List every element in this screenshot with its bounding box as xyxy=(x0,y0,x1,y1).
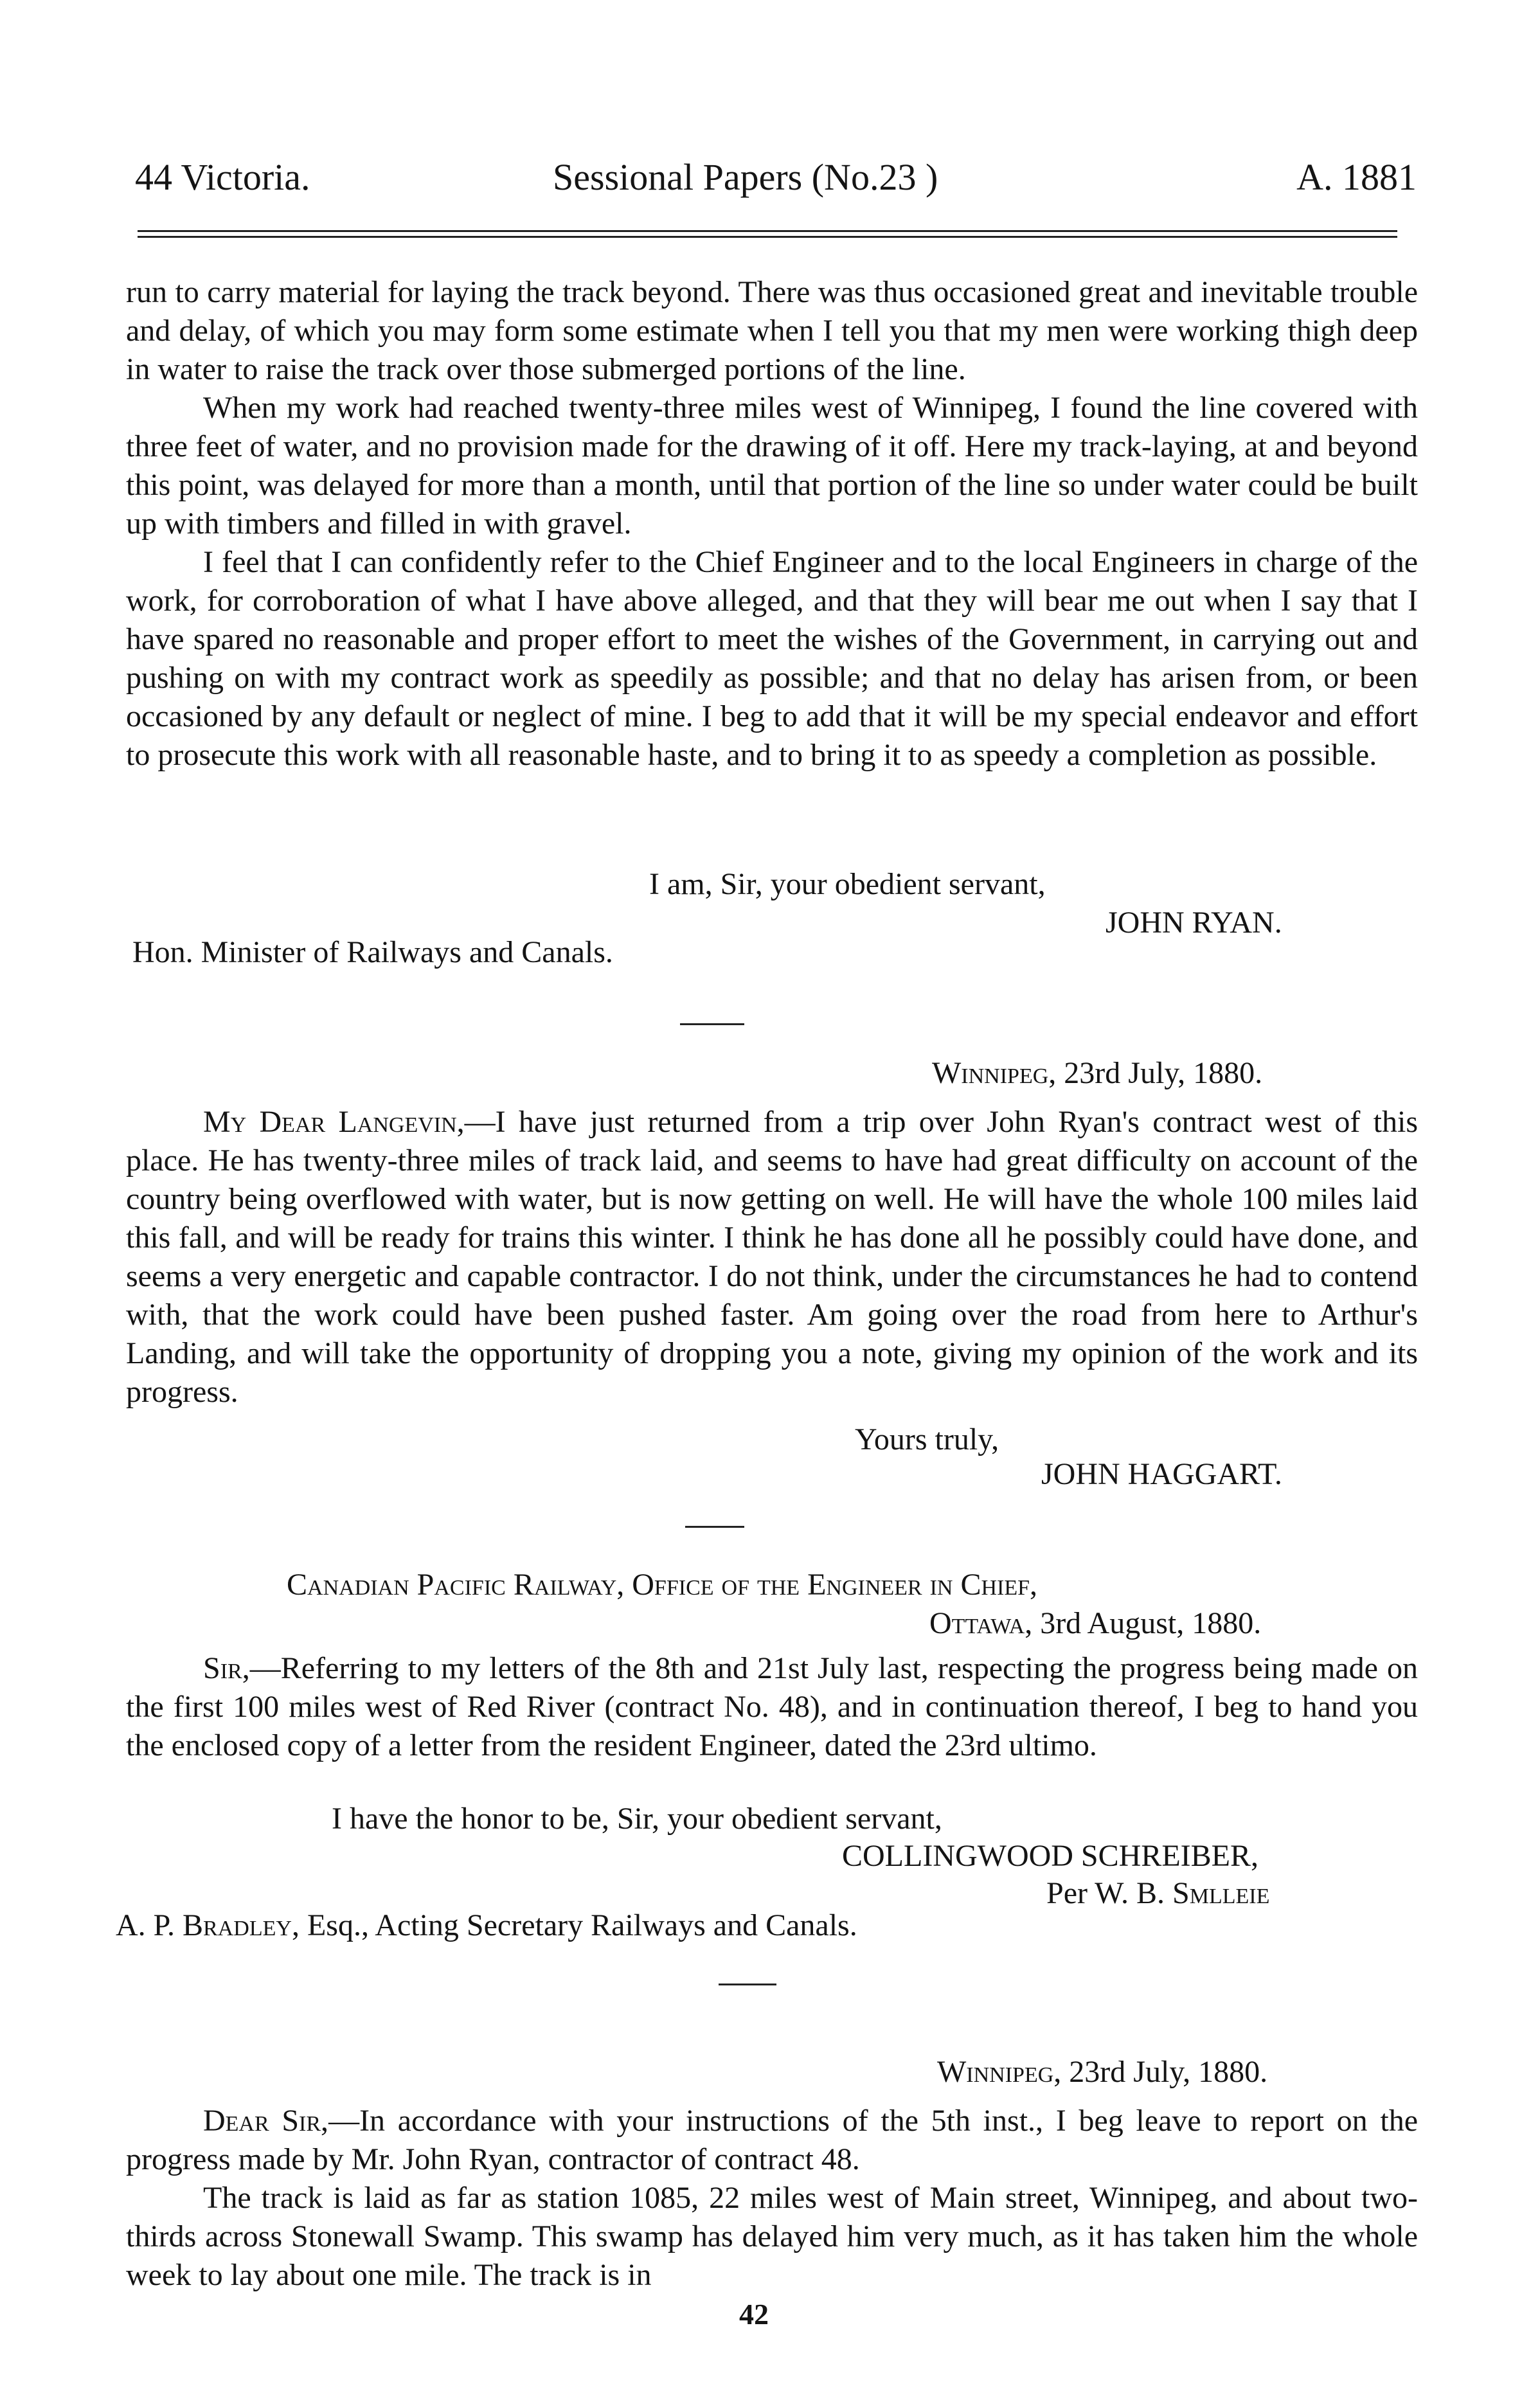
letter-schreiber-body xyxy=(126,1649,1418,1765)
per-signature: Per W. B. Smlleie xyxy=(1046,1876,1270,1910)
header-title: Sessional Papers (No.23 ) xyxy=(553,156,938,198)
letter-engineer-body xyxy=(126,2102,1418,2295)
header-rule xyxy=(138,230,1397,238)
separator xyxy=(719,1984,776,1985)
dateline-ottawa: Ottawa, 3rd August, 1880. xyxy=(929,1606,1262,1640)
dateline-winnipeg-1: Winnipeg, 23rd July, 1880. xyxy=(932,1056,1263,1090)
page-header xyxy=(135,152,1417,203)
separator xyxy=(685,1526,744,1528)
signature-haggart: JOHN HAGGART. xyxy=(1041,1457,1282,1491)
paragraph: run to carry material for laying the track beyond. There was thus occasioned great and inevitable trouble and delay, of which you may form some estimate when I tell you that my men were working thigh deep in water to raise the track over those submerged portions of the line. xyxy=(126,275,1418,386)
paragraph: The track is laid as far as station 1085, 22 miles west of Main street, Winnipeg, and about two-thirds across Stonewall Swamp. This swamp has delayed him very much, as it has taken him the whole week to lay about one mile. The track is in xyxy=(126,2181,1418,2292)
paragraph: My Dear Langevin,—I have just returned from a trip over John Ryan's contract west of this place. He has twenty-three miles of track laid, and seems to have had great difficulty on account of the country being overflowed with water, but is now getting on well. He will have the whole 100 miles laid this fall, and will be ready for trains this winter. I think he has done all he possibly could have done, and seems a very energetic and capable contractor. I do not think, under the circumstances he had to contend with, that the work could have been pushed faster. Am going over the road from here to Arthur's Landing, and will take the opportunity of dropping you a note, giving my opinion of the work and its progress. xyxy=(126,1105,1418,1409)
addressee-minister: Hon. Minister of Railways and Canals. xyxy=(132,935,613,969)
signature-schreiber: COLLINGWOOD SCHREIBER, xyxy=(842,1839,1258,1873)
paragraph: When my work had reached twenty-three miles west of Winnipeg, I found the line covered with three feet of water, and no provision made for the drawing of it off. Here my track-laying, at and beyond this point, was delayed for more than a month, until that portion of the line so under water could be built up with timbers and filled in with gravel. xyxy=(126,391,1418,541)
header-volume: 44 Victoria. xyxy=(135,156,310,198)
paragraph: I feel that I can confidently refer to the Chief Engineer and to the local Engineers in charge of the work, for corroboration of what I have above alleged, and that they will bear me out when I say that I have spared no reasonable and proper effort to meet the wishes of the Government, in carrying out and pushing on with my contract work as speedily as possible; and that no delay has arisen from, or been occasioned by any default or neglect of mine. I beg to add that it will be my special endeavor and effort to prosecute this work with all reasonable haste, and to bring it to as speedy a completion as possible. xyxy=(126,545,1418,772)
letter-heading-cpr: Canadian Pacific Railway, Office of the Engineer in Chief, xyxy=(287,1568,1038,1602)
closing-ryan: I am, Sir, your obedient servant, xyxy=(649,867,1046,901)
closing-schreiber: I have the honor to be, Sir, your obedient servant, xyxy=(332,1802,942,1836)
salutation: My Dear Langevin, xyxy=(203,1105,465,1139)
header-year: A. 1881 xyxy=(1296,156,1417,198)
addressee-bradley: A. P. Bradley, Esq., Acting Secretary Railways and Canals. xyxy=(116,1908,857,1942)
closing-haggart: Yours truly, xyxy=(855,1422,999,1456)
salutation: Dear Sir, xyxy=(203,2104,329,2138)
letter-haggart-body xyxy=(126,1103,1418,1411)
salutation: Sir, xyxy=(203,1651,250,1685)
letter-ryan-body xyxy=(126,273,1418,775)
paragraph: Dear Sir,—In accordance with your instructions of the 5th inst., I beg leave to report on the progress made by Mr. John Ryan, contractor of contract 48. xyxy=(126,2104,1419,2176)
paragraph: Sir,—Referring to my letters of the 8th and 21st July last, respecting the progress being made on the first 100 miles west of Red River (contract No. 48), and in continuation thereof, I beg to hand you the enclosed copy of a letter from the resident Engineer, dated the 23rd ultimo. xyxy=(126,1651,1418,1762)
dateline-winnipeg-2: Winnipeg, 23rd July, 1880. xyxy=(937,2055,1268,2089)
separator xyxy=(680,1023,744,1025)
page-number: 42 xyxy=(739,2298,769,2331)
signature-ryan: JOHN RYAN. xyxy=(1106,906,1282,940)
